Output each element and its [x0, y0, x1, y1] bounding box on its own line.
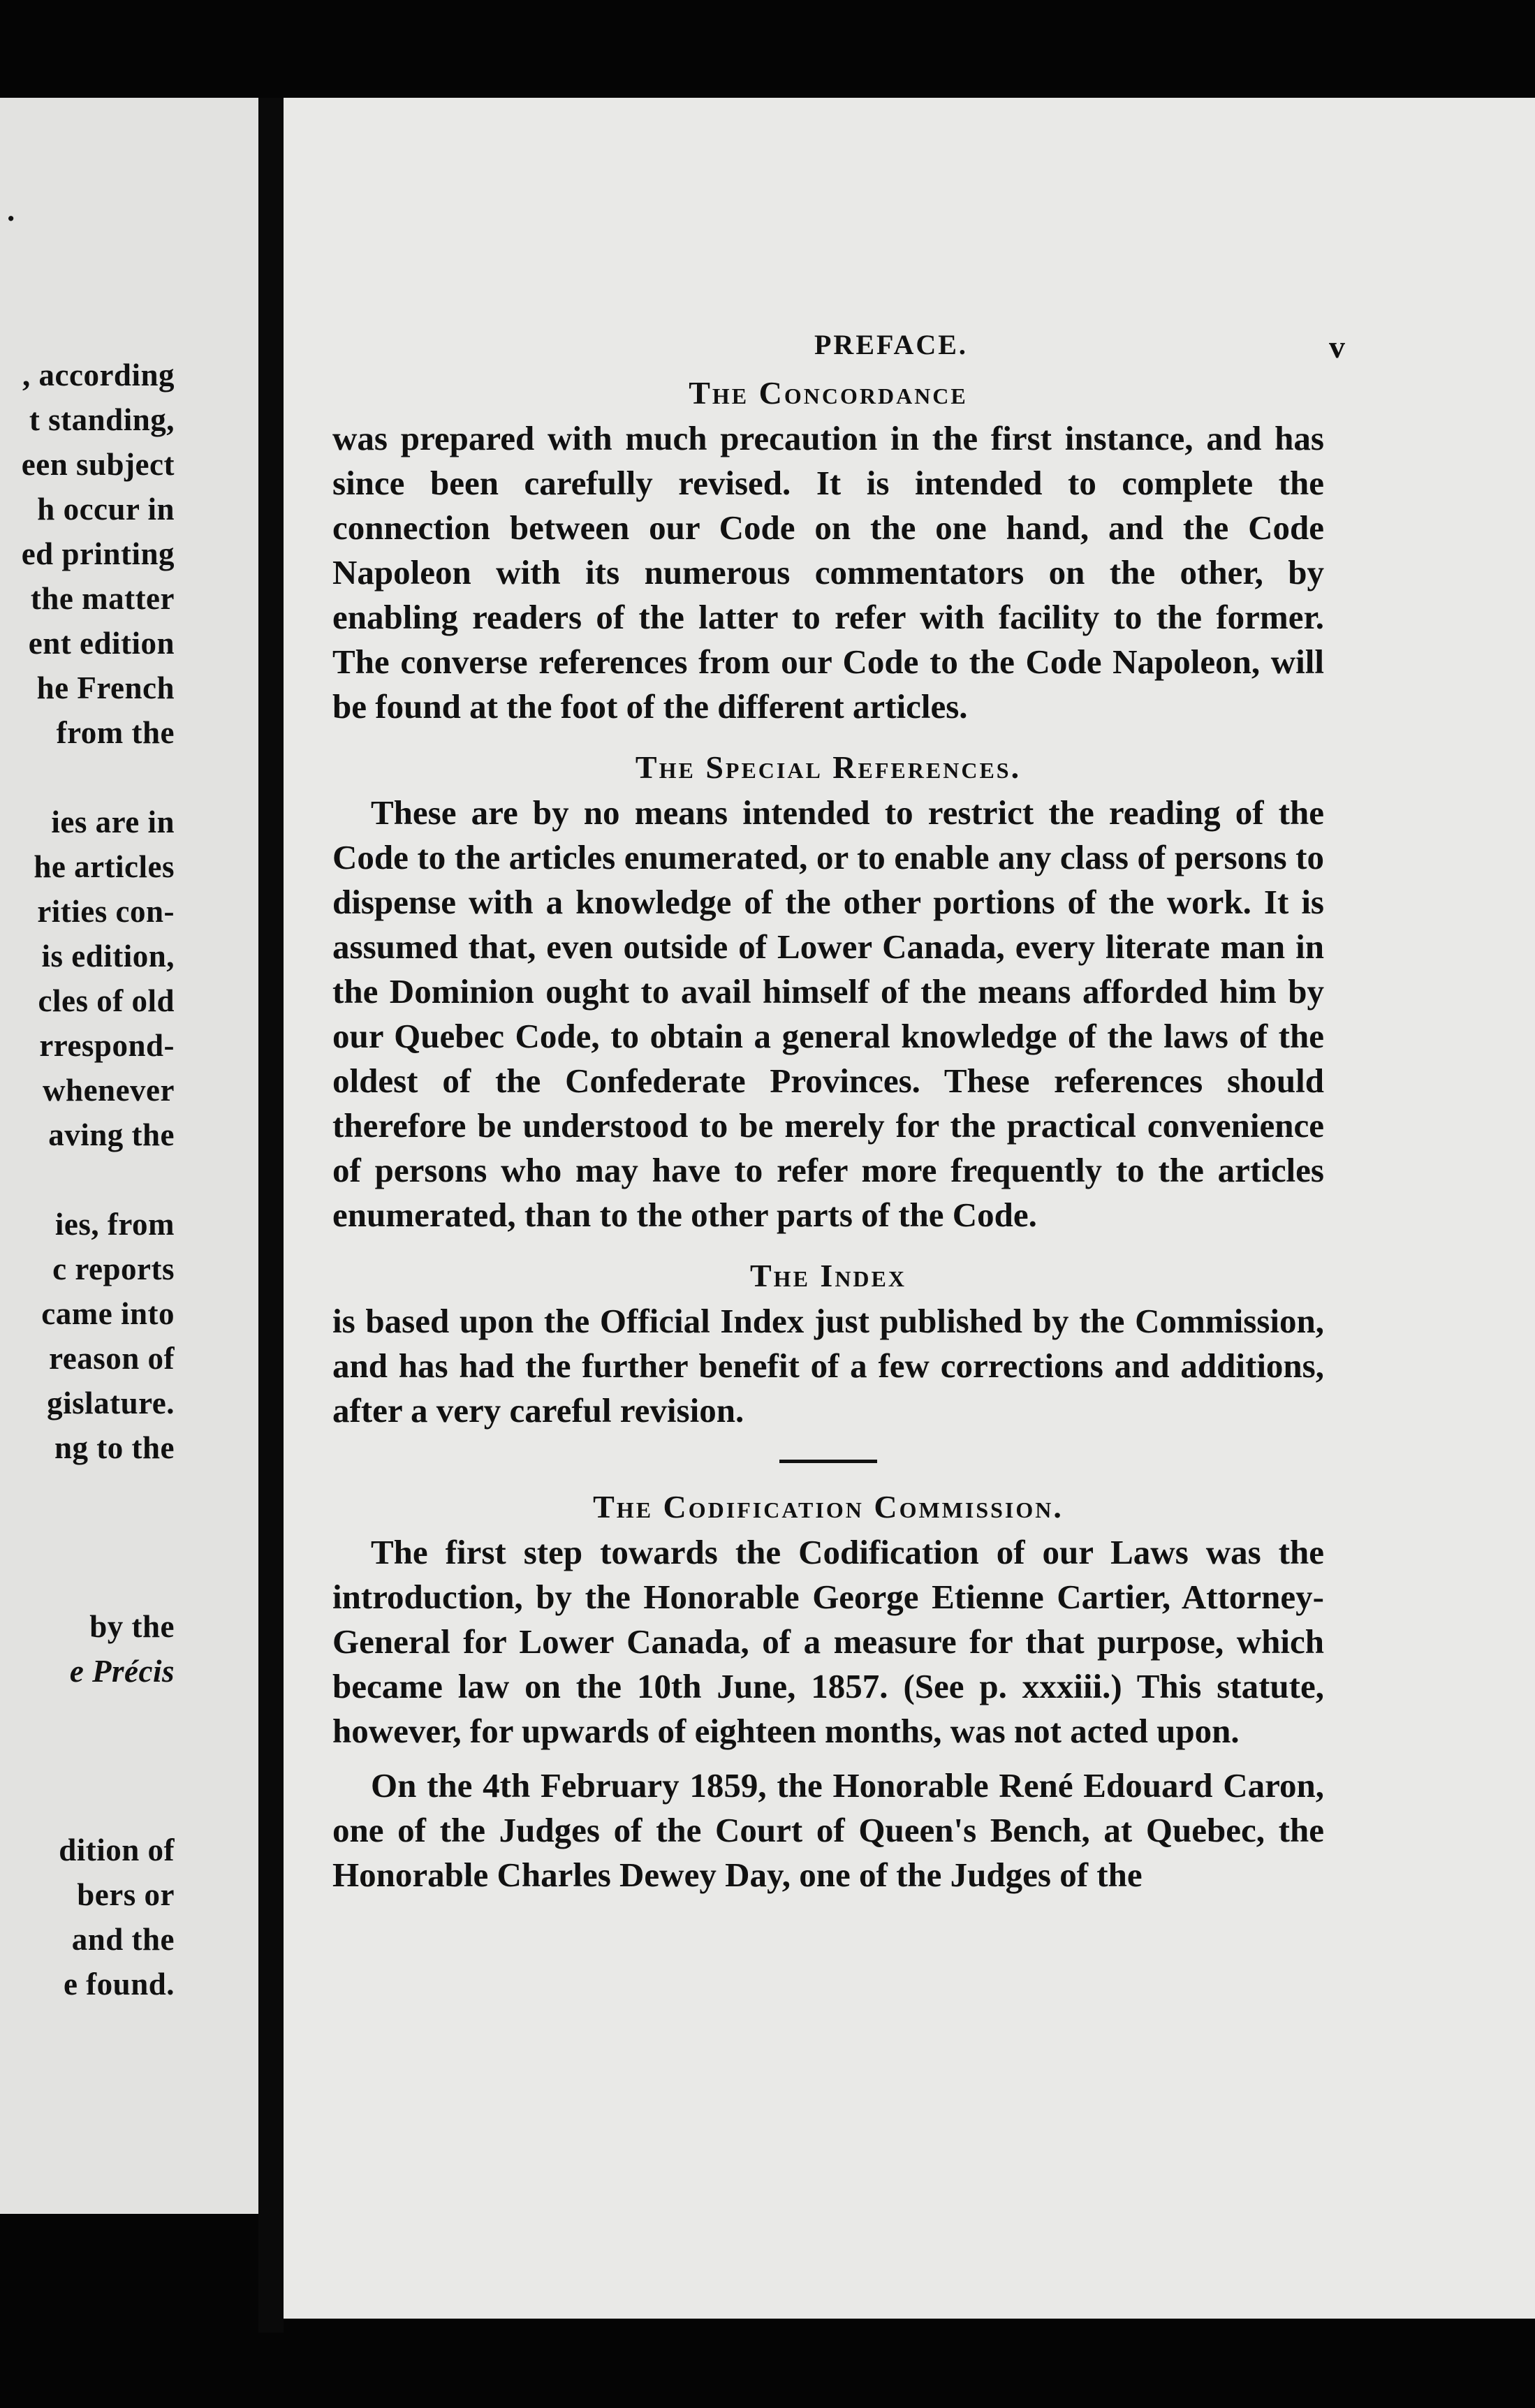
- left-line: dition of: [59, 1833, 175, 1867]
- section-text-index: is based upon the Official Index just published by the Commission, and has had the further benefit of a few corrections and additions, after a very careful revision.: [332, 1302, 1324, 1430]
- left-line: h occur in: [37, 492, 175, 527]
- left-line: ent edition: [28, 626, 175, 661]
- left-line-gap: [0, 1694, 258, 1738]
- left-line: by the: [89, 1609, 175, 1644]
- left-line: whenever: [43, 1073, 175, 1108]
- left-line: the matter: [30, 581, 175, 616]
- left-line: is edition,: [41, 939, 175, 974]
- left-line: t standing,: [29, 402, 175, 437]
- left-line: came into: [41, 1296, 175, 1331]
- left-line: reason of: [49, 1341, 175, 1376]
- left-line: rities con-: [37, 894, 175, 929]
- running-title: PREFACE.: [814, 329, 968, 360]
- section-text-codification-2: On the 4th February 1859, the Honorable René Edouard Caron, one of the Judges of the Court of Queen's Bench, at Quebec, the Honorable Charles Dewey Day, one of the Judges of the: [332, 1766, 1324, 1894]
- page-content: [332, 328, 1345, 1897]
- left-page-lines: [0, 353, 258, 2006]
- section-heading-concordance: The Concordance: [689, 375, 968, 411]
- left-line: ng to the: [54, 1430, 175, 1465]
- section-heading-codification-commission: The Codification Commission.: [593, 1489, 1064, 1525]
- left-line: ies are in: [51, 805, 175, 839]
- left-line-gap: [0, 1559, 258, 1604]
- left-line-gap: [0, 1738, 258, 1783]
- left-line: , according: [22, 358, 175, 392]
- left-line: ies, from: [54, 1207, 175, 1242]
- left-line-gap: [0, 755, 258, 800]
- left-line-gap: [0, 1515, 258, 1559]
- left-line: cles of old: [38, 983, 175, 1018]
- left-line: e Précis: [69, 1654, 175, 1689]
- section-text-codification-1: The first step towards the Codification of our Laws was the introduction, by the Honorable George Etienne Cartier, Attorney-General for Lower Canada, of a measure for that purpose, which became law on the 10th June, 1857. (See p. xxxiii.) This statute, however, for upwards of eighteen months, was not acted upon.: [332, 1533, 1324, 1750]
- left-page-fragment: [0, 98, 258, 2214]
- left-line: een subject: [21, 447, 175, 482]
- left-line-gap: [0, 1470, 258, 1515]
- section-heading-index: The Index: [750, 1258, 906, 1293]
- section-text-special-references: These are by no means intended to restrict the reading of the Code to the articles enumerated, or to enable any class of persons to dispense with a knowledge of the other portions of the work. It is assumed that, even outside of Lower Canada, every literate man in the Dominion ought to avail himself of the means afforded him by our Quebec Code, to obtain a general knowledge of the laws of the oldest of the Confederate Provinces. These references should therefore be understood to be merely for the practical convenience of persons who may have to refer more frequently to the articles enumerated, than to the other parts of the Code.: [332, 793, 1324, 1234]
- left-line: he French: [36, 670, 175, 705]
- left-line: rrespond-: [39, 1028, 175, 1063]
- section-heading-special-references: The Special References.: [635, 749, 1022, 785]
- left-line-gap: [0, 1157, 258, 1202]
- left-page-mark: .: [7, 193, 15, 228]
- left-line: gislature.: [47, 1386, 175, 1420]
- left-line: e found.: [63, 1967, 175, 2002]
- left-line: c reports: [52, 1251, 175, 1286]
- section-text-concordance: was prepared with much precaution in the first instance, and has since been carefully revised. It is intended to complete the connection between our Code on the one hand, and the Code Napoleon with its numerous commentators on the other, by enabling readers of the latter to refer with facility to the former. The converse references from our Code to the Code Napoleon, will be found at the foot of the different articles.: [332, 419, 1324, 726]
- left-line: bers or: [77, 1877, 175, 1912]
- left-line-gap: [0, 1783, 258, 1828]
- left-line: he articles: [34, 849, 175, 884]
- running-head: [360, 328, 1345, 370]
- page-number: v: [1329, 329, 1345, 365]
- left-line: from the: [56, 715, 175, 750]
- left-line: ed printing: [21, 536, 175, 571]
- left-line: aving the: [48, 1117, 175, 1152]
- right-page: [284, 98, 1535, 2319]
- section-divider: [779, 1460, 877, 1463]
- left-line: and the: [71, 1922, 175, 1957]
- book-gutter: [258, 98, 284, 2333]
